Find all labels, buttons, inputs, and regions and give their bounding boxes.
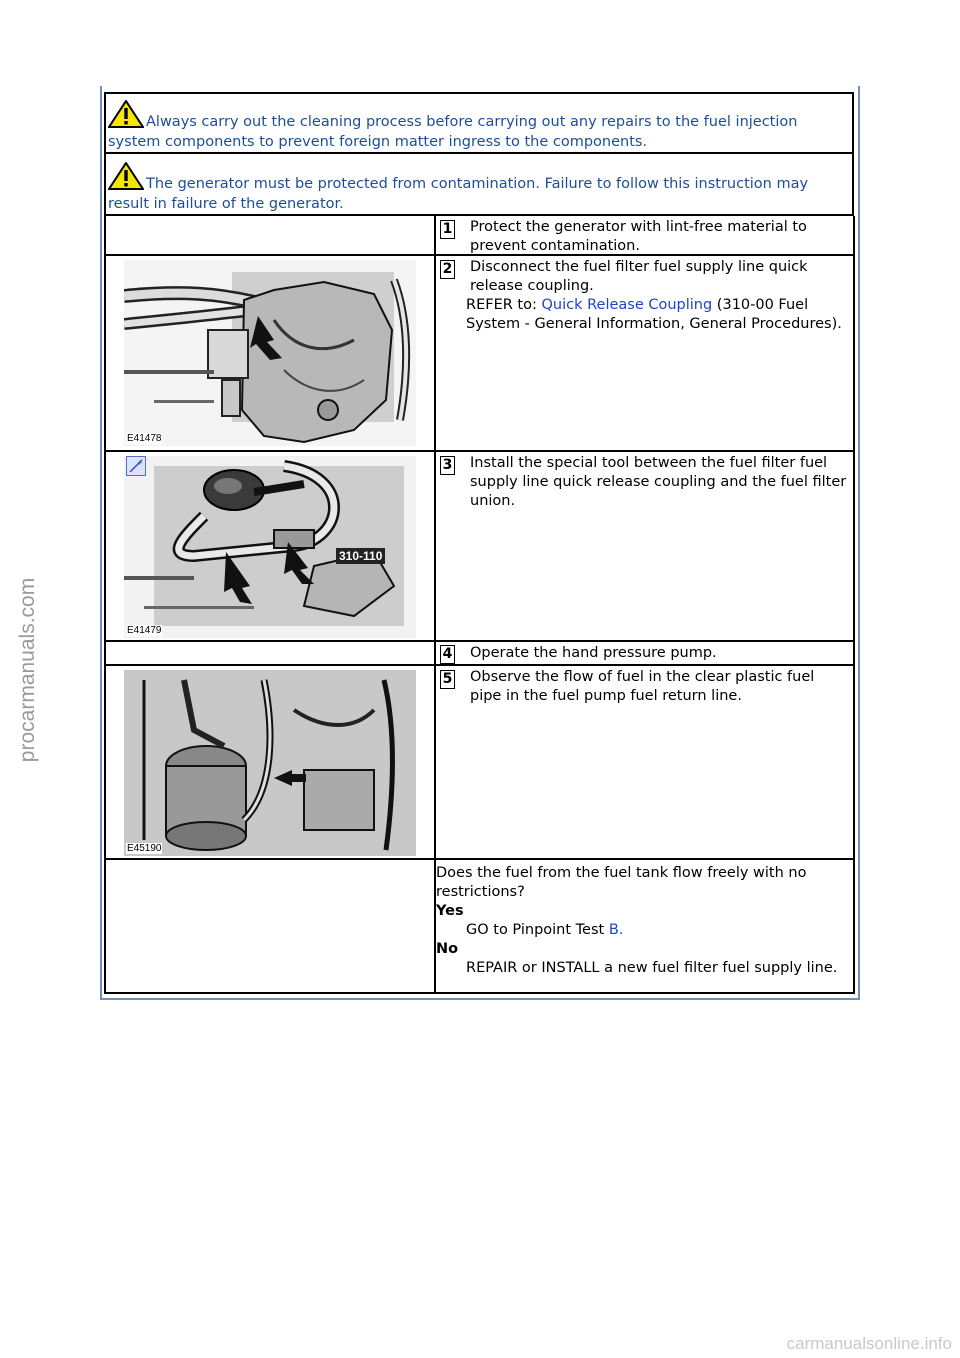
warning-text: The generator must be protected from contamination. Failure to follow this instruction may result in failure of the generator. <box>108 176 809 212</box>
figure-label: E41479 <box>127 625 162 636</box>
reference-suffix: (310-00 Fuel System - General Information, General Procedures). <box>466 297 842 332</box>
step-number: 2 <box>440 260 455 279</box>
step-text: Install the special tool between the fuel filter fuel supply line quick release coupling and the fuel filter union. <box>470 455 847 509</box>
warning-triangle-icon <box>108 100 144 128</box>
step-number: 1 <box>440 220 455 239</box>
figure-label: E41478 <box>127 433 162 444</box>
engine-photo-fuel-return <box>124 670 416 856</box>
step-row-3 <box>104 452 855 642</box>
pinpoint-test-b-link[interactable]: B. <box>608 922 624 938</box>
step-text: Disconnect the fuel filter fuel supply line quick release coupling. <box>470 259 808 294</box>
step-row-5 <box>104 666 855 860</box>
quick-release-coupling-link[interactable]: Quick Release Coupling <box>541 297 713 313</box>
step-row-1 <box>104 216 855 256</box>
step-image-cell <box>106 216 436 254</box>
step-figure <box>124 670 416 856</box>
no-label: No <box>436 941 459 957</box>
figure-label: E45190 <box>127 843 162 854</box>
zoom-icon[interactable] <box>126 456 146 476</box>
engine-photo-fuel-filter <box>124 260 416 446</box>
reference-text <box>466 296 849 334</box>
tool-tag: 310-110 <box>336 548 385 564</box>
engine-photo-special-tool <box>124 456 416 638</box>
step-row-2 <box>104 256 855 452</box>
step-image-cell <box>106 642 436 664</box>
step-figure <box>124 260 416 446</box>
warning-triangle-icon <box>108 162 144 190</box>
yes-action <box>436 921 849 940</box>
step-text: Protect the generator with lint-free material to prevent contamination. <box>470 219 807 254</box>
question-block <box>436 864 849 978</box>
question-empty-cell <box>106 860 436 992</box>
step-text: Operate the hand pressure pump. <box>470 645 717 661</box>
yes-action-text: GO to Pinpoint Test <box>466 922 609 938</box>
footer-watermark: carmanualsonline.info <box>786 1334 952 1353</box>
yes-label: Yes <box>436 903 464 919</box>
no-action: REPAIR or INSTALL a new fuel filter fuel supply line. <box>466 960 838 976</box>
warning-box-generator <box>104 154 854 216</box>
side-watermark: procarmanuals.com <box>16 577 39 763</box>
step-text: Observe the flow of fuel in the clear plastic fuel pipe in the fuel pump fuel return line. <box>470 669 815 704</box>
step-number: 5 <box>440 670 455 689</box>
step-figure <box>124 456 416 638</box>
pinpoint-question-row <box>104 858 855 994</box>
svg-text:+: + <box>137 459 143 467</box>
reference-prefix: REFER to: <box>466 297 542 313</box>
warning-box-cleaning <box>104 92 854 154</box>
step-number: 4 <box>440 645 455 664</box>
warning-text: Always carry out the cleaning process before carrying out any repairs to the fuel injection system components to prevent foreign matter ingress to the components. <box>108 114 798 150</box>
question-text: Does the fuel from the fuel tank flow freely with no restrictions? <box>436 865 807 900</box>
step-number: 3 <box>440 456 455 475</box>
step-row-4 <box>104 642 855 666</box>
